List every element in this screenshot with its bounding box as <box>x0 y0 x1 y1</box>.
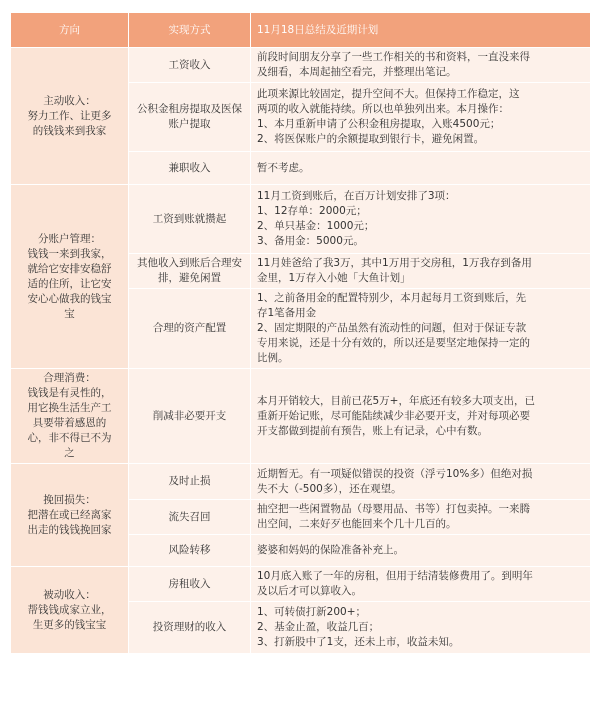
method-cell: 房租收入 <box>129 567 251 602</box>
summary-cell: 近期暂无。有一项疑似错误的投资（浮亏10%多）但绝对损 失不大（-500多），还在观望。 <box>251 464 591 500</box>
method-cell: 工资收入 <box>129 48 251 83</box>
method-cell: 投资理财的收入 <box>129 602 251 654</box>
table-row <box>11 567 591 602</box>
direction-cell-recover-loss <box>11 464 129 567</box>
direction-desc: 帮钱钱成家立业， 生更多的钱宝宝 <box>27 603 112 631</box>
table-row <box>11 48 591 83</box>
direction-desc: 钱钱是有灵性的， 用它换生活生产工 具要带着感恩的 心，非不得已不为 之 <box>27 387 112 459</box>
direction-cell-consumption <box>11 369 129 464</box>
table-row <box>11 185 591 254</box>
table-row <box>11 464 591 500</box>
direction-cell-active-income <box>11 48 129 185</box>
method-cell: 合理的资产配置 <box>129 289 251 369</box>
direction-cell-passive-income <box>11 567 129 654</box>
summary-cell: 10月底入账了一年的房租，但用于结清装修费用了。到明年 及以后才可以算收入。 <box>251 567 591 602</box>
method-cell: 公积金租房提取及医保账户提取 <box>129 83 251 152</box>
summary-cell: 1、之前备用金的配置特别少，本月起每月工资到账后，先 存1笔备用金 2、固定期限的产品虽然有流动性的问题，但对于保证专款 专用来说，还是十分有效的，所以还是要坚定地保持一定的 比例。 <box>251 289 591 369</box>
summary-cell: 婆婆和妈妈的保险准备补充上。 <box>251 535 591 567</box>
header-row <box>11 13 591 48</box>
direction-title: 主动收入： <box>43 94 96 107</box>
method-cell: 工资到账就攒起 <box>129 185 251 254</box>
direction-desc: 钱钱一来到我家， 就给它安排安稳舒 适的住所，让它安 安心心做我的钱宝 宝 <box>27 247 112 320</box>
direction-title: 挽回损失： <box>43 493 96 506</box>
direction-desc: 努力工作、让更多 的钱钱来到我家 <box>27 109 112 137</box>
table-row <box>11 369 591 464</box>
header-summary: 11月18日总结及近期计划 <box>251 13 591 48</box>
method-cell: 流失召回 <box>129 500 251 535</box>
summary-cell: 前段时间朋友分享了一些工作相关的书和资料，一直没来得 及细看，本周起抽空看完，并整理出笔记。 <box>251 48 591 83</box>
plan-table <box>10 12 591 654</box>
header-method: 实现方式 <box>129 13 251 48</box>
summary-cell: 本月开销较大，目前已花5万+，年底还有较多大项支出，已 重新开始记账，尽可能陆续减少非必要开支，并对每项必要 开支都做到提前有预告，账上有记录，心中有数。 <box>251 369 591 464</box>
direction-title: 合理消费： <box>43 372 96 384</box>
summary-cell: 1、可转债打新200+； 2、基金止盈，收益几百； 3、打新股中了1支，还未上市，收益未知。 <box>251 602 591 654</box>
summary-cell: 抽空把一些闲置物品（母婴用品、书等）打包卖掉。一来腾 出空间，二来好歹也能回来个几十几百的。 <box>251 500 591 535</box>
header-direction: 方向 <box>11 13 129 48</box>
method-cell: 及时止损 <box>129 464 251 500</box>
method-cell: 其他收入到账后合理安排，避免闲置 <box>129 254 251 289</box>
direction-cell-accounts <box>11 185 129 369</box>
direction-title: 被动收入： <box>43 588 96 601</box>
method-cell: 风险转移 <box>129 535 251 567</box>
summary-cell: 暂不考虑。 <box>251 152 591 185</box>
direction-title: 分账户管理： <box>38 232 101 245</box>
direction-desc: 把潜在或已经离家 出走的钱钱挽回家 <box>27 508 112 536</box>
summary-cell: 此项来源比较固定，提升空间不大。但保持工作稳定，这 两项的收入就能持续。所以也单独列出来。本月操作： 1、本月重新申请了公积金租房提取，入账4500元； 2、将医保账户的余额提取到银行卡，避免闲置。 <box>251 83 591 152</box>
summary-cell: 11月娃爸给了我3万，其中1万用于交房租，1万我存到备用 金里，1万存入小她「大鱼计划」 <box>251 254 591 289</box>
summary-cell: 11月工资到账后，在百万计划安排了3项： 1、12存单：2000元； 2、单只基金：1000元； 3、备用金：5000元。 <box>251 185 591 254</box>
method-cell: 兼职收入 <box>129 152 251 185</box>
method-cell: 削减非必要开支 <box>129 369 251 464</box>
